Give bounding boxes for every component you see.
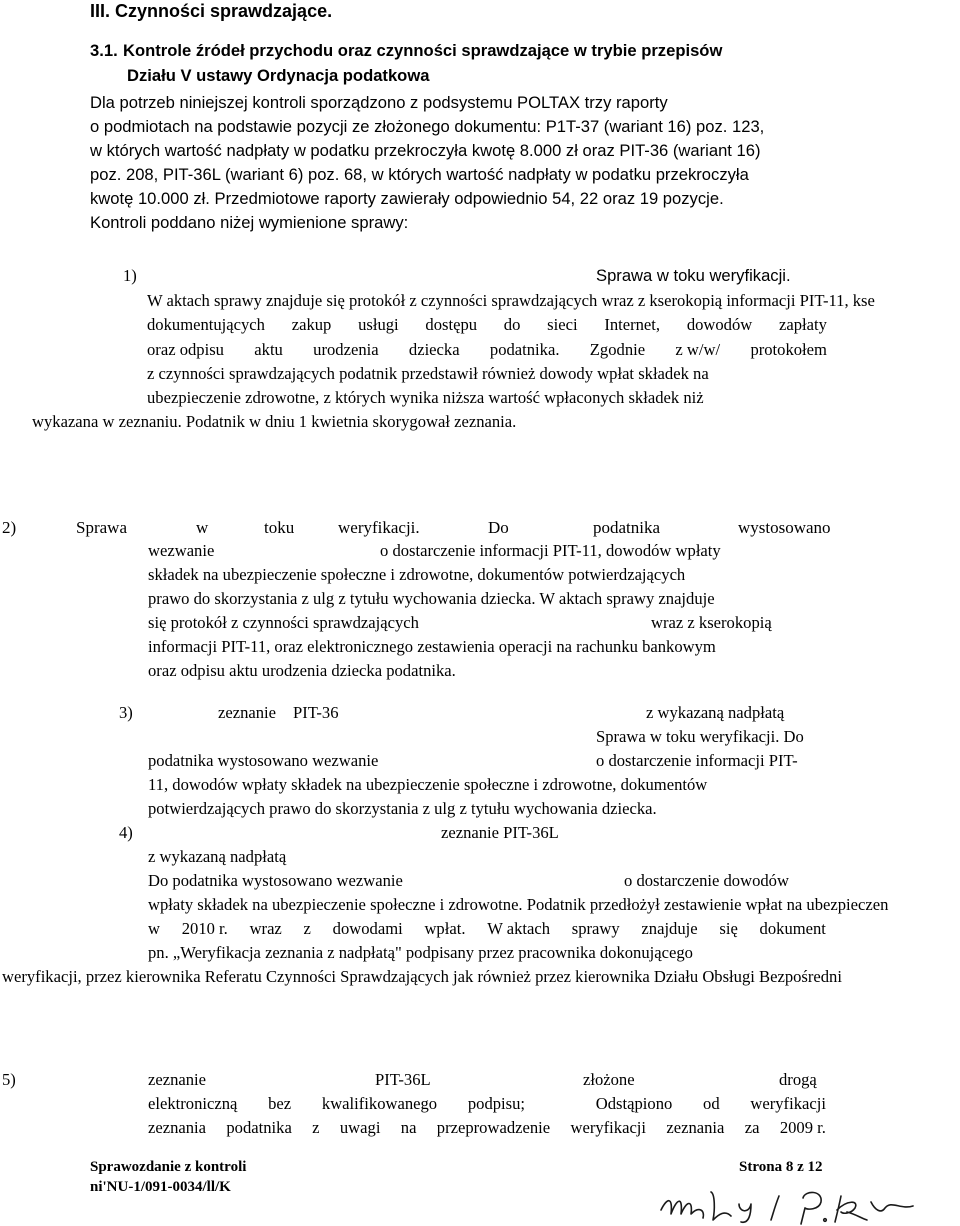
case-4-number: 4): [119, 823, 133, 842]
case-4-justified-line: [148, 921, 826, 938]
word: do: [503, 315, 521, 334]
case-2-line: o dostarczenie informacji PIT-11, dowodów wpłaty: [380, 541, 721, 560]
case-5-justified-line: [148, 1096, 826, 1113]
case-1-line: W aktach sprawy znajduje się protokół z czynności sprawdzających wraz z kserokopią informacji PIT-11, kse: [147, 291, 875, 310]
word: usługi: [358, 315, 399, 334]
word: w: [196, 518, 209, 537]
case-5-header-line: [2, 1072, 828, 1089]
subsection-title-line-1: Kontrole źródeł przychodu oraz czynności sprawdzające w trybie przepisów: [123, 41, 723, 60]
word: dowodów: [686, 315, 753, 334]
intro-line: Kontroli poddano niżej wymienione sprawy:: [90, 213, 409, 232]
word: wraz: [249, 919, 282, 938]
word: się: [719, 919, 738, 938]
case-4-header-text: zeznanie PIT-36L: [441, 823, 559, 842]
word: z: [312, 1118, 320, 1137]
case-4-line: o dostarczenie dowodów: [624, 871, 789, 890]
word: za: [744, 1118, 760, 1137]
word: 2009 r.: [779, 1118, 826, 1137]
word: bez: [268, 1094, 292, 1113]
case-4-line: weryfikacji, przez kierownika Referatu Czynności Sprawdzających jak również przez kierownika Działu Obsługi Bezpośredni: [2, 967, 842, 986]
subsection-number: 3.1.: [90, 41, 118, 60]
word: podatnika.: [489, 340, 560, 359]
word: Internet,: [604, 315, 661, 334]
word: w: [148, 919, 160, 938]
word: dokumentujących: [147, 315, 265, 334]
word: wpłat.: [424, 919, 466, 938]
word: sprawy: [571, 919, 620, 938]
case-4-line: Do podatnika wystosowano wezwanie: [148, 871, 403, 890]
word: złożone: [583, 1070, 635, 1089]
intro-line: Dla potrzeb niniejszej kontroli sporządzono z podsystemu POLTAX trzy raporty: [90, 93, 668, 112]
word: 2010 r.: [181, 919, 228, 938]
word: przeprowadzenie: [436, 1118, 551, 1137]
case-3-line: 11, dowodów wpłaty składek na ubezpieczenie społeczne i zdrowotne, dokumentów: [148, 775, 708, 794]
word: podpisu;: [467, 1094, 526, 1113]
case-5-justified-line: [148, 1120, 826, 1137]
word: z w/w/: [675, 340, 721, 359]
word: od: [703, 1094, 720, 1113]
case-4-line: z wykazaną nadpłatą: [148, 847, 287, 866]
word: oraz odpisu: [147, 340, 224, 359]
case-2-line: wezwanie: [148, 541, 215, 560]
intro-line: poz. 208, PIT-36L (wariant 6) poz. 68, w których wartość nadpłaty w podatku przekroczyła: [90, 165, 749, 184]
word: toku: [264, 518, 295, 537]
word: weryfikacji: [570, 1118, 647, 1137]
case-1-line: z czynności sprawdzających podatnik przedstawił również dowody wpłat składek na: [147, 364, 709, 383]
word: zapłaty: [779, 315, 827, 334]
word: znajduje: [641, 919, 698, 938]
case-2-line: składek na ubezpieczenie społeczne i zdrowotne, dokumentów potwierdzających: [148, 565, 686, 584]
word: PIT-36L: [375, 1070, 431, 1089]
intro-line: kwotę 10.000 zł. Przedmiotowe raporty zawierały odpowiednio 54, 22 oraz 19 pozycje.: [90, 189, 724, 208]
word: W aktach: [487, 919, 551, 938]
word: elektroniczną: [148, 1094, 238, 1113]
word: Sprawa: [76, 518, 127, 537]
word: Do: [488, 518, 509, 537]
word: Odstąpiono: [595, 1094, 673, 1113]
word: na: [400, 1118, 417, 1137]
handwritten-signature: [655, 1180, 955, 1226]
word: zakup: [291, 315, 332, 334]
intro-line: w których wartość nadpłaty w podatku przekroczyła kwotę 8.000 zł oraz PIT-36 (wariant 16): [90, 141, 761, 160]
case-1-number: 1): [123, 266, 137, 285]
case-3-label: zeznanie: [218, 703, 277, 722]
word: podatnika: [593, 518, 661, 537]
word: sieci: [547, 315, 578, 334]
word: kwalifikowanego: [321, 1094, 438, 1113]
case-3-line: podatnika wystosowano wezwanie: [148, 751, 379, 770]
case-3-line: Sprawa w toku weryfikacji. Do: [596, 727, 804, 746]
case-1-line: ubezpieczenie zdrowotne, z których wynika niższa wartość wpłaconych składek niż: [147, 388, 704, 407]
section-heading: III. Czynności sprawdzające.: [90, 1, 333, 21]
case-1-line: wykazana w zeznaniu. Podatnik w dniu 1 kwietnia skorygował zeznania.: [32, 412, 517, 431]
case-3-number: 3): [119, 703, 133, 722]
word: z: [303, 919, 311, 938]
word: dowodami: [332, 919, 403, 938]
case-2-line: wraz z kserokopią: [651, 613, 772, 632]
case-2-header-line: [2, 519, 930, 536]
footer-reference-number: ni'NU-1/091-0034/ll/K: [90, 1179, 231, 1195]
word: weryfikacji.: [338, 518, 420, 537]
case-3-line: o dostarczenie informacji PIT-: [596, 751, 798, 770]
case-3-form: PIT-36: [293, 703, 339, 722]
case-2-number: 2): [2, 518, 17, 537]
word: Zgodnie: [589, 340, 646, 359]
case-1-justified-line: [147, 342, 827, 359]
word: dokument: [759, 919, 826, 938]
case-3-line: potwierdzających prawo do skorzystania z ulg z tytułu wychowania dziecka.: [148, 799, 657, 818]
page-number: Strona 8 z 12: [739, 1159, 823, 1175]
case-2-line: oraz odpisu aktu urodzenia dziecka podatnika.: [148, 661, 456, 680]
case-2-line: informacji PIT-11, oraz elektronicznego zestawienia operacji na rachunku bankowym: [148, 637, 716, 656]
word: zeznania: [148, 1118, 207, 1137]
word: weryfikacji: [750, 1094, 826, 1113]
case-2-line: się protokół z czynności sprawdzających: [148, 613, 419, 632]
word: zeznanie: [148, 1070, 207, 1089]
word: aktu: [254, 340, 283, 359]
case-2-line: prawo do skorzystania z ulg z tytułu wychowania dziecka. W aktach sprawy znajduje: [148, 589, 715, 608]
case-5-number: 5): [2, 1070, 16, 1089]
word: podatnika: [226, 1118, 292, 1137]
word: urodzenia: [313, 340, 379, 359]
word: dostępu: [425, 315, 478, 334]
word: dziecka: [408, 340, 460, 359]
word: uwagi: [339, 1118, 381, 1137]
case-3-right-text: z wykazaną nadpłatą: [646, 703, 785, 722]
word: zeznania: [666, 1118, 725, 1137]
word: wystosowano: [738, 518, 831, 537]
case-4-line: pn. „Weryfikacja zeznania z nadpłatą" podpisany przez pracownika dokonującego: [148, 943, 693, 962]
case-1-justified-line: [147, 317, 827, 334]
word: protokołem: [750, 340, 827, 359]
case-1-status: Sprawa w toku weryfikacji.: [596, 266, 791, 285]
word: drogą: [779, 1070, 817, 1089]
subsection-title-line-2: Działu V ustawy Ordynacja podatkowa: [127, 66, 430, 85]
footer-report-title: Sprawozdanie z kontroli: [90, 1159, 247, 1175]
intro-line: o podmiotach na podstawie pozycji ze złożonego dokumentu: P1T-37 (wariant 16) poz. 123,: [90, 117, 765, 136]
case-4-line: wpłaty składek na ubezpieczenie społeczne i zdrowotne. Podatnik przedłożył zestawienie wpłat na ubezpieczen: [148, 895, 889, 914]
